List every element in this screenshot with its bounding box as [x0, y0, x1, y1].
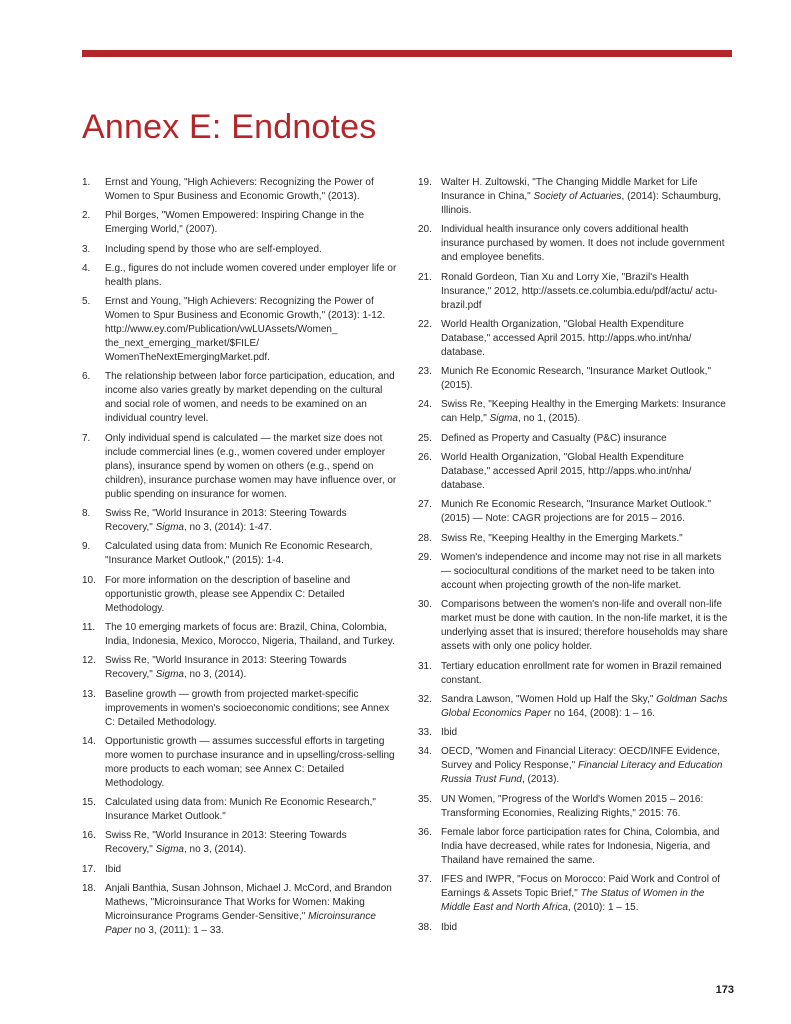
- endnote-item: [82, 295, 397, 365]
- endnote-item: [418, 693, 733, 721]
- endnote-text: [441, 398, 733, 426]
- endnote-text-segment: , (2010): 1 – 15.: [567, 902, 639, 914]
- endnote-item: [82, 829, 397, 857]
- endnote-item: [82, 176, 397, 204]
- endnote-number: 15.: [82, 797, 96, 809]
- endnote-number: 30.: [418, 599, 432, 611]
- endnote-text: [105, 796, 397, 824]
- endnote-text-segment: Ernst and Young, "High Achievers: Recognizing the Power of Women to Spur Business and Economic Growth," (2013).: [105, 177, 374, 202]
- endnote-item: [82, 432, 397, 502]
- endnote-item: [418, 793, 733, 821]
- endnote-text-segment: Swiss Re, "World Insurance in 2013: Steering Towards Recovery,": [105, 830, 347, 856]
- endnote-item: [418, 176, 733, 218]
- endnote-text: [105, 882, 397, 938]
- endnote-number: 5.: [82, 296, 91, 308]
- endnote-number: 7.: [82, 432, 91, 444]
- endnote-number: 11.: [82, 621, 96, 633]
- endnote-item: [418, 318, 733, 360]
- endnote-item: [82, 574, 397, 616]
- endnote-text: [105, 688, 397, 730]
- endnote-italic-title: Sigma: [155, 522, 184, 534]
- endnote-text: [441, 532, 733, 546]
- endnote-text: [105, 735, 397, 791]
- endnote-text-segment: Defined as Property and Casualty (P&C) insurance: [441, 432, 667, 444]
- endnote-number: 10.: [82, 574, 96, 586]
- endnote-text: [441, 745, 733, 787]
- endnote-item: [82, 688, 397, 730]
- endnote-number: 36.: [418, 827, 432, 839]
- endnote-text-segment: UN Women, "Progress of the World's Women 2015 – 2016: Transforming Economies, Realizing Rights," 2015: 76.: [441, 793, 704, 819]
- endnote-text: [441, 176, 733, 218]
- endnote-item: [418, 745, 733, 787]
- endnote-text: [105, 574, 397, 616]
- endnote-item: [82, 654, 397, 682]
- endnote-text-segment: For more information on the description of baseline and opportunistic growth, please see Appendix C: Detailed Methodology.: [105, 574, 351, 614]
- endnote-text-segment: , no 3, (2014): 1-47.: [183, 522, 272, 534]
- endnote-item: [82, 370, 397, 426]
- endnote-item: [418, 451, 733, 493]
- endnote-number: 35.: [418, 793, 432, 805]
- endnote-text: [105, 540, 397, 568]
- endnote-text-segment: E.g., figures do not include women covered under employer life or health plans.: [105, 262, 397, 288]
- endnote-text: [441, 451, 733, 493]
- endnote-italic-title: Sigma: [155, 844, 184, 856]
- endnote-number: 32.: [418, 693, 432, 705]
- endnote-text: [105, 432, 397, 502]
- endnote-text: [105, 507, 397, 535]
- endnote-text-segment: Munich Re Economic Research, "Insurance Market Outlook." (2015) — Note: CAGR projections are for 2015 – 2016.: [441, 499, 711, 525]
- endnote-text-segment: Sandra Lawson, "Women Hold up Half the Sky,": [441, 693, 657, 705]
- endnote-text-segment: Swiss Re, "Keeping Healthy in the Emerging Markets.": [441, 532, 683, 544]
- endnote-number: 8.: [82, 508, 91, 520]
- endnote-text-segment: IFES and IWPR, "Focus on Morocco: Paid Work and Control of Earnings & Assets Topic Brief,": [441, 874, 721, 900]
- endnote-text: [441, 660, 733, 688]
- endnote-item: [418, 398, 733, 426]
- endnote-text-segment: Tertiary education enrollment rate for women in Brazil remained constant.: [441, 660, 722, 686]
- endnote-text-segment: Munich Re Economic Research, "Insurance Market Outlook," (2015).: [441, 366, 711, 392]
- endnote-text-segment: Individual health insurance only covers additional health insurance purchased by women. It does not include government and employee benefits.: [441, 224, 725, 264]
- endnote-text: [105, 654, 397, 682]
- endnote-text: [441, 921, 733, 935]
- endnote-number: 25.: [418, 432, 432, 444]
- endnote-text: [441, 873, 733, 915]
- endnote-number: 20.: [418, 224, 432, 236]
- endnote-number: 16.: [82, 830, 96, 842]
- endnote-text-segment: , no 1, (2015).: [517, 413, 581, 425]
- endnote-item: [418, 498, 733, 526]
- endnote-text-segment: Including spend by those who are self-employed.: [105, 243, 322, 255]
- endnote-text: [441, 598, 733, 654]
- endnote-text: [441, 726, 733, 740]
- endnote-text-segment: Calculated using data from: Munich Re Economic Research," Insurance Market Outlook.": [105, 797, 376, 823]
- endnote-text: [441, 693, 733, 721]
- endnote-item: [82, 735, 397, 791]
- endnote-number: 4.: [82, 262, 91, 274]
- endnote-number: 24.: [418, 399, 432, 411]
- endnote-text: [105, 621, 397, 649]
- endnote-text: [441, 498, 733, 526]
- endnote-text: [441, 551, 733, 593]
- endnote-item: [418, 826, 733, 868]
- endnote-number: 17.: [82, 863, 96, 875]
- endnote-item: [82, 243, 397, 257]
- endnote-number: 29.: [418, 551, 432, 563]
- endnote-text-segment: Ibid: [441, 921, 458, 933]
- endnote-text: [105, 863, 397, 877]
- endnote-number: 1.: [82, 177, 91, 188]
- endnote-italic-title: Society of Actuaries: [533, 191, 622, 202]
- endnote-text-segment: Comparisons between the women's non-life and overall non-life market must be done with caution. In the non-life market, it is the underlying asset that is insured; therefore households may share assets with only one policy holder.: [441, 599, 728, 653]
- endnote-number: 12.: [82, 655, 96, 667]
- endnote-number: 19.: [418, 177, 432, 188]
- endnote-text-segment: World Health Organization, "Global Health Expenditure Database," accessed April 2015. http://apps.who.int/nha/ database.: [441, 318, 692, 358]
- page-number: 173: [715, 984, 734, 996]
- endnote-text-segment: no 3, (2011): 1 – 33.: [131, 925, 224, 937]
- endnote-italic-title: Sigma: [155, 669, 184, 681]
- endnote-number: 38.: [418, 921, 432, 933]
- endnote-item: [418, 365, 733, 393]
- endnote-text: [105, 176, 397, 204]
- endnote-text-segment: Anjali Banthia, Susan Johnson, Michael J. McCord, and Brandon Mathews, "Microinsurance That Works for Women: Making Microinsurance Programs Gender-Sensitive,": [105, 883, 392, 923]
- endnote-number: 18.: [82, 883, 96, 895]
- endnote-text: [441, 793, 733, 821]
- endnote-text: [105, 829, 397, 857]
- endnote-text-segment: World Health Organization, "Global Health Expenditure Database," accessed April 2015, http://apps.who.int/nha/ database.: [441, 452, 692, 492]
- endnote-text-segment: Baseline growth — growth from projected market-specific improvements in women's socioeconomic conditions; see Annex C: Detailed Methodology.: [105, 688, 390, 728]
- endnote-item: [418, 271, 733, 313]
- endnote-item: [418, 726, 733, 740]
- endnote-text-segment: , (2013).: [521, 774, 560, 786]
- endnote-text: [105, 295, 397, 365]
- endnote-number: 3.: [82, 243, 91, 255]
- endnote-text: [105, 370, 397, 426]
- endnote-text: [105, 243, 397, 257]
- endnote-text-segment: Walter H. Zultowski, "The Changing Middle Market for Life Insurance in China,": [441, 177, 698, 202]
- endnote-item: [418, 551, 733, 593]
- endnote-text-segment: , (2014): Schaumburg, Illinois.: [441, 191, 722, 216]
- endnotes-right-column: [418, 176, 733, 940]
- endnote-number: 28.: [418, 532, 432, 544]
- endnote-number: 37.: [418, 874, 432, 886]
- endnote-item: [418, 432, 733, 446]
- endnote-text-segment: Ronald Gordeon, Tian Xu and Lorry Xie, "Brazil's Health Insurance," 2012, http://assets.ce.columbia.edu/pdf/actu/ actu-brazil.pdf: [441, 271, 718, 311]
- endnote-number: 33.: [418, 727, 432, 739]
- endnote-italic-title: The Status of Women in the Middle East and North Africa: [441, 888, 705, 914]
- endnote-text: [105, 262, 397, 290]
- endnote-item: [82, 540, 397, 568]
- endnote-number: 21.: [418, 271, 432, 283]
- endnote-text-segment: Swiss Re, "Keeping Healthy in the Emerging Markets: Insurance can Help,": [441, 399, 726, 425]
- endnote-number: 2.: [82, 210, 91, 222]
- endnotes-left-column: [82, 176, 397, 943]
- endnote-text-segment: Ernst and Young, "High Achievers: Recognizing the Power of Women to Spur Business and Economic Growth," (2013): 1-12. http://www.ey.com/Publication/vwLUAssets/Women_ the_next_emerging_market/$FILE/ WomenTheNextEmergingMarket.pdf.: [105, 296, 386, 364]
- endnote-item: [418, 598, 733, 654]
- endnote-text: [441, 826, 733, 868]
- endnote-item: [418, 921, 733, 935]
- endnote-item: [82, 621, 397, 649]
- endnote-number: 14.: [82, 735, 96, 747]
- endnote-item: [418, 532, 733, 546]
- endnote-text: [441, 432, 733, 446]
- endnote-item: [418, 223, 733, 265]
- endnote-text-segment: , no 3, (2014).: [183, 669, 247, 681]
- endnote-text-segment: Opportunistic growth — assumes successful efforts in targeting more women to purchase insurance and in upselling/cross-selling more products to each woman; see Annex C: Detailed Methodology.: [105, 735, 395, 789]
- endnote-number: 22.: [418, 318, 432, 330]
- endnote-text-segment: The relationship between labor force participation, education, and income also varies greatly by market depending on the cultural and social role of women, and needs to be examined on an individual country level.: [105, 371, 395, 425]
- endnote-item: [82, 796, 397, 824]
- endnote-text-segment: The 10 emerging markets of focus are: Brazil, China, Colombia, India, Indonesia, Mexico, Morocco, Nigeria, Thailand, and Turkey.: [105, 621, 395, 647]
- endnote-text: [105, 209, 397, 237]
- endnote-text-segment: Ibid: [441, 727, 458, 739]
- endnote-text: [441, 365, 733, 393]
- endnote-text-segment: no 164, (2008): 1 – 16.: [551, 707, 656, 719]
- endnote-number: 13.: [82, 688, 96, 700]
- endnote-text-segment: Ibid: [105, 863, 122, 875]
- page-title: Annex E: Endnotes: [82, 108, 377, 146]
- endnote-text-segment: Female labor force participation rates for China, Colombia, and India have decreased, while rates for Indonesia, Nigeria, and Thailand have remained the same.: [441, 827, 720, 867]
- endnote-italic-title: Sigma: [489, 413, 518, 425]
- endnote-item: [82, 882, 397, 938]
- endnote-item: [418, 660, 733, 688]
- endnote-item: [82, 507, 397, 535]
- endnote-number: 23.: [418, 366, 432, 378]
- endnote-text: [441, 223, 733, 265]
- endnote-text: [441, 318, 733, 360]
- endnote-item: [82, 262, 397, 290]
- endnote-text-segment: Only individual spend is calculated — the market size does not include commercial lines (e.g., women covered under employer plans), insurance spend by women on others (e.g., spend on children), insurance purchase women may have influence over, or public spending on insurance for women.: [105, 432, 397, 500]
- endnote-text-segment: OECD, "Women and Financial Literacy: OECD/INFE Evidence, Survey and Policy Response,": [441, 746, 721, 772]
- endnote-text: [441, 271, 733, 313]
- endnote-text-segment: Swiss Re, "World Insurance in 2013: Steering Towards Recovery,": [105, 655, 347, 681]
- endnote-text-segment: , no 3, (2014).: [183, 844, 247, 856]
- endnote-text-segment: Calculated using data from: Munich Re Economic Research, "Insurance Market Outlook," (2015): 1-4.: [105, 541, 373, 567]
- endnote-item: [82, 863, 397, 877]
- endnote-number: 31.: [418, 660, 432, 672]
- endnote-number: 26.: [418, 452, 432, 464]
- endnote-number: 9.: [82, 541, 91, 553]
- endnote-italic-title: Microinsurance Paper: [105, 911, 376, 937]
- endnote-italic-title: Financial Literacy and Education Russia Trust Fund: [441, 760, 723, 786]
- endnote-item: [82, 209, 397, 237]
- endnote-text-segment: Swiss Re, "World Insurance in 2013: Steering Towards Recovery,": [105, 508, 347, 534]
- top-accent-rule: [82, 50, 732, 57]
- endnote-italic-title: Goldman Sachs Global Economics Paper: [441, 693, 728, 719]
- endnote-text-segment: Phil Borges, "Women Empowered: Inspiring Change in the Emerging World," (2007).: [105, 210, 365, 236]
- endnote-number: 27.: [418, 499, 432, 511]
- endnote-item: [418, 873, 733, 915]
- endnote-number: 6.: [82, 371, 91, 383]
- endnote-text-segment: Women's independence and income may not rise in all markets — sociocultural conditions of the market need to be taken into account when projecting growth of the non-life market.: [441, 551, 722, 591]
- endnote-number: 34.: [418, 746, 432, 758]
